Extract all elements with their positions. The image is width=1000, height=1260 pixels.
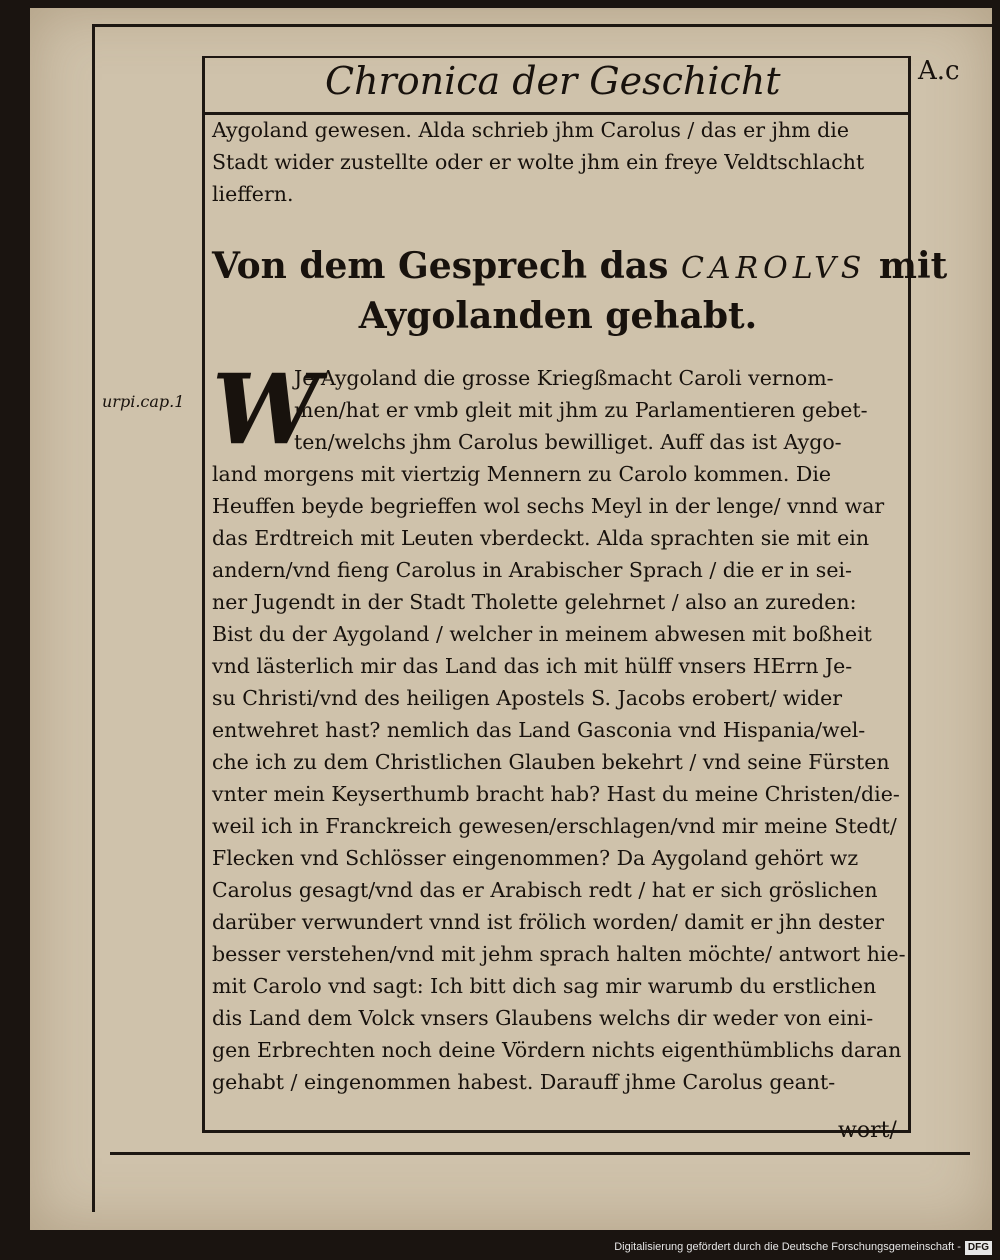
catchword: wort/ [838, 1118, 897, 1143]
text-line: su Christi/vnd des heiligen Apostels S. Jacobs erobert/ wider [212, 686, 843, 710]
text-line: Stadt wider zustellte oder er wolte jhm ein freye Veldtschlacht [212, 150, 865, 174]
text-line: mit Carolo vnd sagt: Ich bitt dich sag mir warumb du erstlichen [212, 974, 877, 998]
text-line: Je Aygoland die grosse Kriegßmacht Caroli vernom- [294, 366, 834, 390]
section-heading-line-2: Aygolanden gehabt. [358, 295, 758, 337]
text-line: Heuffen beyde begrieffen wol sechs Meyl in der lenge/ vnnd war [212, 494, 885, 518]
left-frame-rule [92, 24, 95, 1212]
text-line: weil ich in Franckreich gewesen/erschlagen/vnd mir meine Stedt/ [212, 814, 897, 838]
text-line: andern/vnd fieng Carolus in Arabischer Sprach / die er in sei- [212, 558, 852, 582]
inner-right-rule [908, 56, 911, 1132]
text-line: Carolus gesagt/vnd das er Arabisch redt / hat er sich gröslichen [212, 878, 878, 902]
page-bottom-rule [110, 1152, 970, 1155]
text-line: gen Erbrechten noch deine Vördern nichts eigenthümblichs daran [212, 1038, 902, 1062]
drop-capital: W [212, 353, 320, 466]
dfg-logo: DFG [965, 1241, 992, 1255]
text-bottom-rule [202, 1130, 911, 1133]
margin-note: urpi.cap.1 [102, 392, 185, 411]
signature-mark: A.c [918, 56, 960, 86]
text-line: land morgens mit viertzig Mennern zu Carolo kommen. Die [212, 462, 832, 486]
text-line: ten/welchs jhm Carolus bewilliget. Auff das ist Aygo- [294, 430, 842, 454]
text-line: entwehret hast? nemlich das Land Gasconia vnd Hispania/wel- [212, 718, 866, 742]
text-line: vnter mein Keyserthumb bracht hab? Hast du meine Christen/die- [212, 782, 900, 806]
text-line: Aygoland gewesen. Alda schrieb jhm Carolus / das er jhm die [212, 118, 849, 142]
text-line: Bist du der Aygoland / welcher in meinem abwesen mit boßheit [212, 622, 872, 646]
text-line: men/hat er vmb gleit mit jhm zu Parlamentieren gebet- [294, 398, 868, 422]
text-line: che ich zu dem Christlichen Glauben bekehrt / vnd seine Fürsten [212, 750, 890, 774]
text-line: ner Jugendt in der Stadt Tholette gelehrnet / also an zureden: [212, 590, 857, 614]
heading-text: Von dem Gesprech das [212, 245, 669, 287]
text-line: gehabt / eingenommen habest. Darauff jhme Carolus geant- [212, 1070, 836, 1094]
text-line: besser verstehen/vnd mit jehm sprach halten möchte/ antwort hie- [212, 942, 906, 966]
text-line: das Erdtreich mit Leuten vberdeckt. Alda sprachten sie mit ein [212, 526, 870, 550]
text-line: lieffern. [212, 182, 294, 206]
text-line: dis Land dem Volck vnsers Glaubens welchs dir weder von eini- [212, 1006, 874, 1030]
text-line: Flecken vnd Schlösser eingenommen? Da Aygoland gehört wz [212, 846, 859, 870]
credit-text: Digitalisierung gefördert durch die Deutsche Forschungsgemeinschaft - [614, 1241, 961, 1253]
heading-text: mit [878, 245, 948, 287]
inner-left-rule [202, 56, 205, 1132]
top-rule [92, 24, 992, 27]
running-title: Chronica der Geschicht [325, 59, 781, 103]
digitization-credit [30, 1236, 992, 1258]
section-heading-line-1 [212, 238, 948, 294]
text-line: vnd lästerlich mir das Land das ich mit hülff vnsers HErrn Je- [212, 654, 853, 678]
heading-caps: CAROLVS [680, 251, 867, 286]
text-line: darüber verwundert vnnd ist frölich worden/ damit er jhn dester [212, 910, 885, 934]
